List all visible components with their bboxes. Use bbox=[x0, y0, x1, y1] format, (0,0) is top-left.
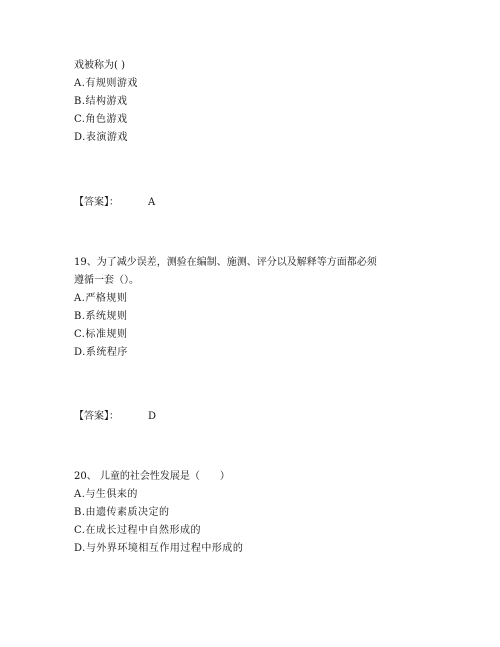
question-20-option-b: B.由遗传素质决定的 bbox=[74, 507, 170, 518]
question-19-option-a: A.严格规则 bbox=[74, 293, 128, 304]
question-18-option-a: A.有规则游戏 bbox=[74, 78, 138, 89]
question-19-answer bbox=[74, 410, 157, 424]
question-20-option-a: A.与生俱来的 bbox=[74, 489, 138, 500]
answer-value: A bbox=[148, 197, 156, 208]
question-18-option-d: D.表演游戏 bbox=[74, 132, 128, 143]
question-20-option-d: D.与外界环境相互作用过程中形成的 bbox=[74, 543, 244, 554]
answer-label: 【答案】： bbox=[74, 197, 119, 208]
question-19-option-d: D.系统程序 bbox=[74, 347, 128, 358]
question-18-stem: 戏被称为( ) bbox=[74, 60, 125, 71]
question-19-option-c: C.标准规则 bbox=[74, 329, 128, 340]
answer-label: 【答案】： bbox=[74, 411, 119, 422]
question-20-stem: 20、 儿童的社会性发展是（ ） bbox=[74, 471, 230, 482]
question-18-answer bbox=[74, 196, 156, 210]
question-20-option-c: C.在成长过程中自然形成的 bbox=[74, 525, 201, 536]
question-18-option-c: C.角色游戏 bbox=[74, 114, 128, 125]
question-19-option-b: B.系统规则 bbox=[74, 311, 128, 322]
question-19-stem-line-1: 19、为了减少误差，测验在编制、施测、评分以及解释等方面都必须 bbox=[74, 257, 377, 268]
answer-value: D bbox=[148, 411, 157, 422]
question-19-stem-line-2: 遵循一套（）。 bbox=[74, 275, 139, 286]
question-18-option-b: B.结构游戏 bbox=[74, 96, 128, 107]
